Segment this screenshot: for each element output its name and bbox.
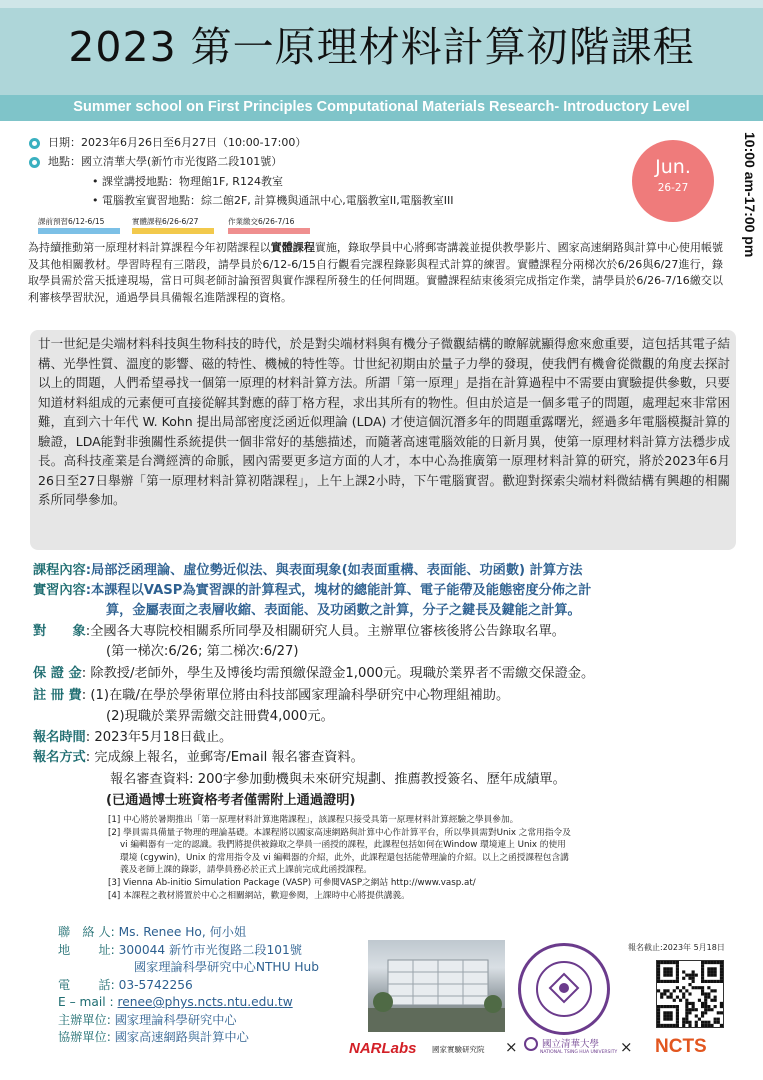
phase-bar-preview — [38, 228, 120, 234]
contact-organizer — [58, 1012, 319, 1030]
lab-location: • 電腦教室實習地點：綜二館2F, 計算機與通訊中心,電腦教室II,電腦教室III — [92, 194, 454, 207]
phase-label-preview: 課前預習6/12-6/15 — [38, 217, 105, 226]
nthu-seal-emblem-icon — [548, 972, 580, 1004]
nthu-small-seal-icon — [524, 1037, 538, 1051]
campus-building-image — [368, 940, 505, 1032]
detail-deposit — [33, 664, 594, 684]
detail-audience — [33, 622, 565, 642]
times-sign-1: × — [505, 1038, 518, 1056]
phase-label-homework: 作業繳交6/26-7/16 — [228, 217, 295, 226]
detail-course-content — [33, 561, 582, 581]
place-line: 地點：國立清華大學(新竹市光復路二段101號） — [48, 155, 283, 168]
contact-email — [58, 994, 319, 1012]
times-sign-2: × — [620, 1038, 633, 1056]
date-badge — [632, 140, 714, 222]
intro-text-continued: 實施，錄取學員中心將郵寄講義並提供教學影片、國家高速網路與計算中心使用帳號及其他相關教材。學習時程有三階段，請學員於6/12-6/15自行觀看完課程錄影與程式計算的練習。實體課程分兩梯次於6/26與6/27進行，錄取學員需於當天抵達現場，當日可與老師討論預習與實作課程所發生的任何問題。實體課程結束後須完成指定作業，請學員於6/26-7/16繳交以利審核學習狀況，通過學員具備報名進階課程的資格。 — [28, 241, 724, 304]
detail-text: :局部泛函理論、虛位勢近似法、與表面現象(如表面重構、表面能、功函數) 計算方法 — [85, 563, 583, 578]
nthu-logo-english: NATIONAL TSING HUA UNIVERSITY — [540, 1050, 618, 1055]
vertical-time: 10:00 am-17:00 pm — [742, 132, 758, 258]
date-line: 日期：2023年6月26日至6月27日（10:00-17:00） — [48, 136, 307, 149]
detail-apply-method-cont: 報名審查資料: 200字參加動機與未來研究規劃、推薦教授簽名、歷年成績單。 — [110, 772, 566, 787]
detail-registration-fee — [33, 686, 509, 706]
date-badge-days: 26-27 — [657, 182, 689, 194]
footnote-2: [2] 學員需具備量子物理的理論基礎。本課程將以國家高速網路與計算中心作計算平台，所以學員需對Unix 之常用指令及 — [108, 827, 571, 838]
narlabs-logo-subtitle: 國家實驗研究院 — [432, 1045, 485, 1054]
contact-value: 國家高速網路與計算中心 — [114, 1030, 249, 1044]
detail-label: 報名方式 — [33, 750, 86, 765]
contact-label: 地 址: — [58, 942, 115, 957]
footnote-3: [3] Vienna Ab-initio Simulation Package (VASP) 可參閱VASP之網站 http://www.vasp.at/ — [108, 877, 476, 888]
detail-deadline — [33, 728, 232, 748]
email-link[interactable]: renee@phys.ncts.ntu.edu.tw — [117, 995, 293, 1009]
contact-co-organizer — [58, 1029, 319, 1047]
detail-text: :全國各大專院校相關系所同學及相關研究人員。主辦單位審核後將公告錄取名單。 — [85, 624, 565, 639]
detail-text: : (1)在職/在學於學術單位將由科技部國家理論科學研究中心物理組補助。 — [81, 688, 510, 703]
deadline-note: 報名截止:2023年 5月18日 — [628, 943, 725, 952]
detail-text: :本課程以VASP為實習課的計算程式，塊材的總能計算、電子能帶及能態密度分佈之計 — [85, 583, 592, 598]
footnote-2-line2: vi 編輯器有一定的認識。我們將提供被錄取之學員一函授的課程，此課程包括如何在Window 環境連上 Unix 的使用 — [120, 840, 566, 851]
footnote-1: [1] 中心將於暑期推出「第一原理材料計算進階課程」，該課程只接受具第一原理材料計算經驗之學員參加。 — [108, 815, 519, 825]
detail-text: : 除教授/老師外，學生及博後均需預繳保證金1,000元。現職於業界者不需繳交保證金。 — [81, 666, 595, 681]
detail-registration-fee-cont: (2)現職於業界需繳交註冊費4,000元。 — [106, 709, 334, 724]
contact-value: 國家理論科學研究中心NTHU Hub — [134, 960, 320, 974]
background-paragraph: 廿一世紀是尖端材料科技與生物科技的時代，於是對尖端材料與有機分子微觀結構的瞭解就顯得愈來愈重要，這包括其電子結構、光學性質、溫度的影響、磁的特性、機械的特性等。廿世紀初期由於量子力學的發現，使我們有機會從微觀的角度去探討以上的問題，人們希望尋找一個第一原理的材料計算方法。所謂「第一原理」是指在計算過程中不需要由實驗提供參數，只要知道材料組成的元素便可直接從解其對應的薛丁格方程，求出其所有的物性。但由於這是一個多電子的問題，處理起來非常困難，直到六十年代 W. Kohn 提出局部密度泛函近似理論 (LDA) 才使這個沉潛多年的問題重露曙光，經過多年電腦模擬計算的驗證，LDA能對非強關性系統提供一個非常好的基態描述，而隨著高速電腦效能的日新月異，使第一原理材料計算方法穩步成長。高科技產業是台灣經濟的命脈，國內需要更多這方面的人才，本中心為推廣第一原理材料計算的研究，將於2023年6月26日至27日舉辦「第一原理材料計算初階課程」，上午上課2小時，下午電腦實習。歡迎對探索尖端材料微結構有興趣的相關系所同學參加。 — [38, 336, 730, 507]
contact-label: 主辦單位: — [58, 1012, 111, 1027]
footnotes — [108, 814, 738, 902]
detail-label: 對 象 — [33, 624, 86, 639]
ncts-logo: NCTS — [655, 1036, 707, 1057]
detail-label: 保 證 金 — [33, 666, 82, 681]
contact-phone — [58, 977, 319, 995]
contact-person — [58, 924, 319, 942]
contact-value: 03-5742256 — [118, 977, 193, 992]
contact-label: 電 話: — [58, 977, 115, 992]
contact-value: 300044 新竹市光復路二段101號 — [118, 942, 302, 957]
lecture-location: • 課堂講授地點：物理館1F, R124教室 — [92, 175, 283, 188]
detail-label: 實習內容 — [33, 583, 86, 598]
detail-label: 課程內容 — [33, 563, 86, 578]
contact-label: E – mail : — [58, 995, 114, 1009]
narlabs-logo: NARLabs — [349, 1040, 417, 1057]
place-bullet-icon — [29, 157, 40, 168]
footnote-2-line3: 環境 (cgywin)，Unix 的常用指令及 vi 編輯器的介紹，此外，此課程還包括能帶理論的介紹。以上之函授課程包含講 — [120, 852, 569, 863]
intro-emphasis: 實體課程 — [270, 241, 315, 254]
detail-text: : 完成線上報名，並郵寄/Email 報名審查資料。 — [85, 750, 364, 765]
nthu-logo-text: 國立清華大學 — [542, 1039, 600, 1050]
detail-audience-cont: (第一梯次:6/26; 第二梯次:6/27) — [106, 644, 299, 659]
footnote-2-line4: 義及老師上課的錄影，請學員務必於正式上課前完成此函授課程。 — [120, 865, 372, 876]
contact-value: 國家理論科學研究中心 — [114, 1012, 237, 1027]
phase-bar-homework — [228, 228, 310, 234]
detail-apply-method — [33, 748, 364, 768]
phase-bar-onsite — [132, 228, 214, 234]
detail-lab-content — [33, 581, 591, 601]
detail-apply-method-note: (已通過博士班資格考者僅需附上通過證明) — [106, 793, 356, 808]
phase-label-onsite: 實體課程6/26-6/27 — [132, 217, 199, 226]
contact-address — [58, 942, 319, 960]
intro-text: 為持續推動第一原理材料計算課程今年初階課程以 — [28, 241, 271, 254]
footnote-4: [4] 本課程之教材將置於中心之相關網站，歡迎參閱，上課時中心將提供講義。 — [108, 890, 410, 901]
contact-block — [58, 924, 319, 1047]
contact-label: 協辦單位: — [58, 1030, 111, 1044]
qr-code-icon[interactable] — [656, 960, 724, 1028]
detail-lab-content-cont: 算，金屬表面之表層收縮、表面能、及功函數之計算，分子之鍵長及鍵能之計算。 — [106, 603, 581, 618]
date-bullet-icon — [29, 138, 40, 149]
detail-label: 註 冊 費 — [33, 688, 82, 703]
detail-label: 報名時間 — [33, 730, 86, 745]
page-title: 2023 第一原理材料計算初階課程 — [68, 23, 695, 71]
contact-value: Ms. Renee Ho, 何小姐 — [118, 925, 247, 939]
contact-address-line2 — [58, 959, 319, 977]
detail-text: : 2023年5月18日截止。 — [85, 730, 233, 745]
contact-label: 聯 絡 人: — [58, 925, 115, 939]
page-subtitle: Summer school on First Principles Computational Materials Research- Introductory Level — [73, 99, 690, 115]
header-top-strip — [0, 0, 763, 8]
intro-paragraph — [28, 240, 723, 306]
date-badge-month: Jun. — [655, 156, 691, 178]
building-illustration-icon — [368, 940, 505, 1032]
